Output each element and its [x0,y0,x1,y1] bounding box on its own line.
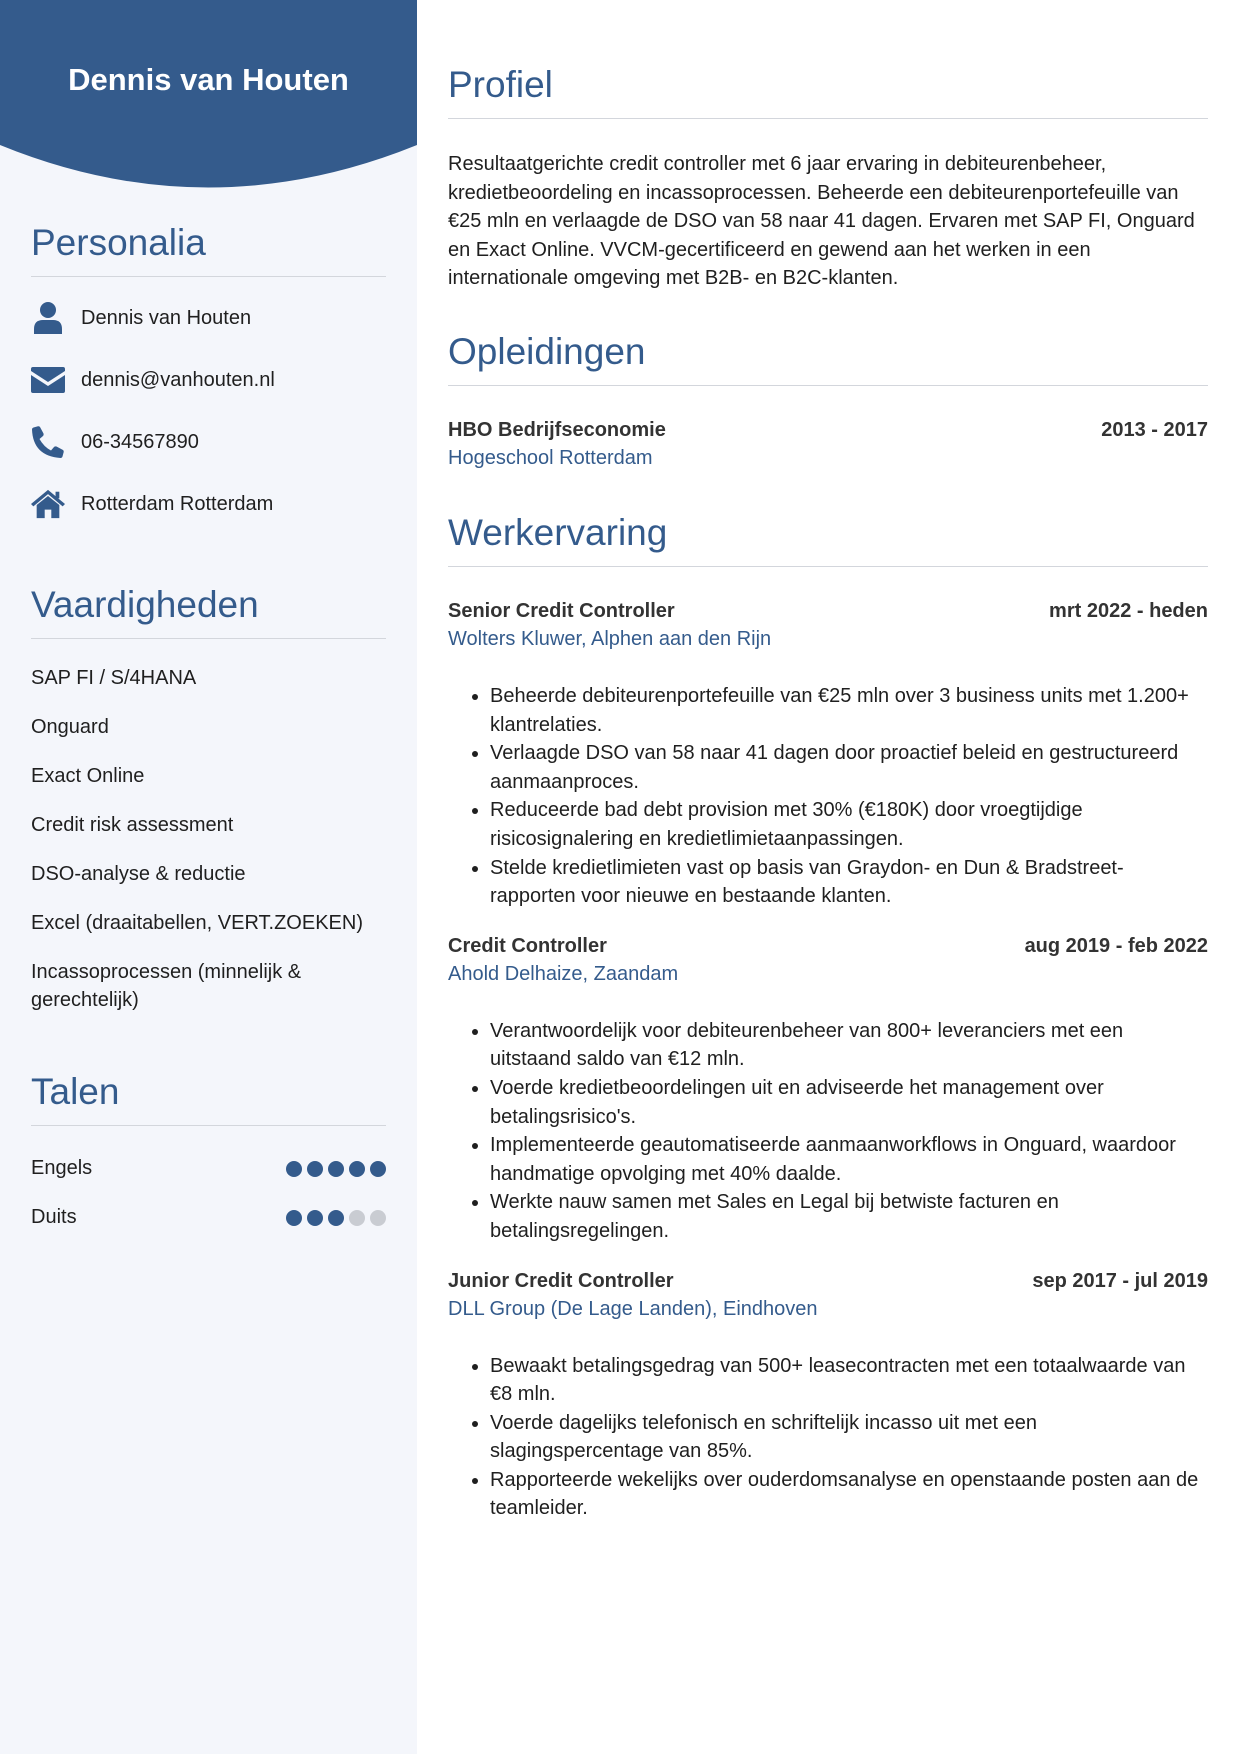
job-bullet: • Beheerde debiteurenportefeuille van €25 mln over 3 business units met 1.200+ klantrelaties. [490,682,1208,739]
contact-name: Dennis van Houten [81,306,252,329]
level-dot-filled [307,1210,323,1226]
level-dot-filled [349,1161,365,1177]
sidebar [0,0,417,1754]
job-role: Junior Credit Controller [448,1269,674,1292]
education-school: Hogeschool Rotterdam [448,447,653,469]
personalia-section [31,222,386,535]
job-period: sep 2017 - jul 2019 [1032,1269,1208,1292]
job-bullet: • Rapporteerde wekelijks over ouderdomsanalyse en openstaande posten aan de teamleider. [490,1466,1208,1523]
job-bullet: • Voerde kredietbeoordelingen uit en adviseerde het management over betalingsrisico's. [490,1074,1208,1131]
language-level-dots [286,1161,386,1177]
skills-title: Vaardigheden [31,584,386,639]
languages-section [31,1071,386,1242]
language-name: Engels [31,1157,93,1179]
job-entry [448,932,1208,1246]
job-bullets [490,1017,1208,1246]
languages-title: Talen [31,1071,386,1126]
level-dot-empty [370,1210,386,1226]
job-bullet: • Bewaakt betalingsgedrag van 500+ leasecontracten met een totaalwaarde van €8 mln. [490,1352,1208,1409]
education-period: 2013 - 2017 [1101,419,1208,441]
job-entry [448,597,1208,911]
job-bullets [490,682,1208,911]
job-company: Ahold Delhaize, Zaandam [448,962,679,985]
skill-item: Incassoprocessen (minnelijk & gerechtelijk) [31,961,302,1011]
personalia-title: Personalia [31,222,386,277]
job-role: Credit Controller [448,934,607,957]
education-section [448,331,1208,472]
experience-section [448,512,1208,1523]
job-role: Senior Credit Controller [448,600,675,622]
skill-item: Credit risk assessment [31,814,234,836]
candidate-name: Dennis van Houten [68,62,349,97]
contact-address-row [31,473,386,535]
home-icon [31,487,65,521]
language-row [31,1193,386,1242]
header-banner [0,0,417,190]
contact-address: Rotterdam Rotterdam [81,492,274,515]
job-entry [448,1267,1208,1524]
level-dot-filled [286,1161,302,1177]
skill-item: Onguard [31,716,109,738]
envelope-icon [31,363,65,397]
profile-text: Resultaatgerichte credit controller met 6 jaar ervaring in debiteurenbeheer, kredietbeoordeling en incassoprocessen. Beheerde een debiteurenportefeuille van €25 mln en verlaagde de DSO van 58 naar 41 dagen. Ervaren met SAP FI, Onguard en Exact Online. VVCM-gecertificeerd en gewend aan het werken in een internationale omgeving met B2B- en B2C-klanten. [448,153,1195,290]
language-level-dots [286,1210,386,1226]
person-icon [31,301,65,335]
contact-email[interactable]: dennis@vanhouten.nl [81,368,275,391]
profile-section [448,64,1208,293]
language-name: Duits [31,1206,77,1228]
job-bullet: • Reduceerde bad debt provision met 30% (€180K) door vroegtijdige risicosignalering en kredietlimietaanpassingen. [490,796,1208,853]
level-dot-filled [370,1161,386,1177]
skill-item: Excel (draaitabellen, VERT.ZOEKEN) [31,912,363,934]
job-bullet: • Verantwoordelijk voor debiteurenbeheer van 800+ leveranciers met een uitstaand saldo van €12 mln. [490,1017,1208,1074]
job-bullet: • Implementeerde geautomatiseerde aanmaanworkflows in Onguard, waardoor handmatige opvolging met 40% daalde. [490,1131,1208,1188]
phone-icon [31,425,65,459]
education-title: Opleidingen [448,331,1208,386]
job-bullet: • Verlaagde DSO van 58 naar 41 dagen door proactief beleid en gestructureerd aanmaanproces. [490,739,1208,796]
skill-item: Exact Online [31,765,145,787]
education-degree: HBO Bedrijfseconomie [448,419,666,441]
job-period: aug 2019 - feb 2022 [1024,934,1208,957]
skill-item: SAP FI / S/4HANA [31,667,197,689]
level-dot-empty [349,1210,365,1226]
level-dot-filled [286,1210,302,1226]
contact-phone[interactable]: 06-34567890 [81,430,199,453]
skill-item: DSO-analyse & reductie [31,863,246,885]
level-dot-filled [328,1161,344,1177]
job-bullet: • Voerde dagelijks telefonisch en schriftelijk incasso uit met een slagingspercentage van 85%. [490,1409,1208,1466]
profile-title: Profiel [448,64,1208,119]
level-dot-filled [307,1161,323,1177]
contact-email-row [31,349,386,411]
job-period: mrt 2022 - heden [1049,600,1208,622]
job-bullet: • Werkte nauw samen met Sales en Legal bij betwiste facturen en betalingsregelingen. [490,1188,1208,1245]
level-dot-filled [328,1210,344,1226]
experience-title: Werkervaring [448,512,1208,567]
contact-phone-row [31,411,386,473]
job-bullets [490,1352,1208,1524]
job-company: DLL Group (De Lage Landen), Eindhoven [448,1297,818,1320]
language-row [31,1144,386,1193]
education-entry [448,416,1208,472]
job-bullet: • Stelde kredietlimieten vast op basis van Graydon- en Dun & Bradstreet-rapporten voor nieuwe en bestaande klanten. [490,854,1208,911]
skills-section [31,584,386,1035]
contact-name-row [31,287,386,349]
job-company: Wolters Kluwer, Alphen aan den Rijn [448,628,772,650]
